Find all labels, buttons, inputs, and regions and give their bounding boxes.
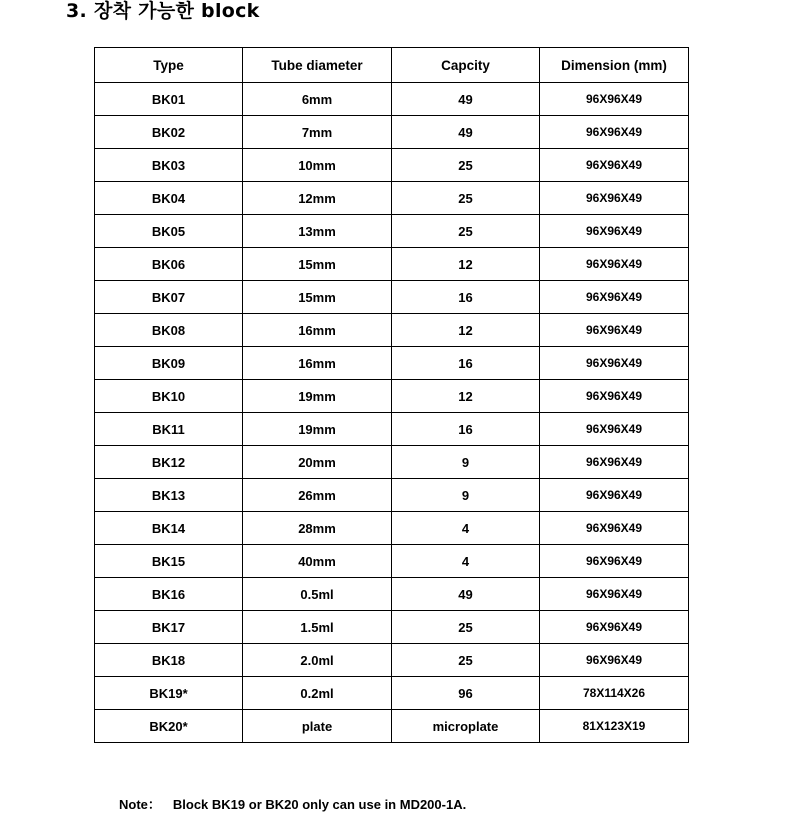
cell-capacity: 25	[392, 611, 540, 644]
cell-capacity: 49	[392, 116, 540, 149]
table-row	[95, 677, 689, 710]
cell-dimension: 96X96X49	[540, 479, 689, 512]
cell-tube-diameter: 20mm	[243, 446, 392, 479]
table-header-row	[95, 48, 689, 83]
cell-tube-diameter: 0.5ml	[243, 578, 392, 611]
cell-capacity: microplate	[392, 710, 540, 743]
cell-capacity: 16	[392, 281, 540, 314]
block-spec-table	[94, 47, 689, 743]
cell-capacity: 25	[392, 215, 540, 248]
cell-dimension: 96X96X49	[540, 314, 689, 347]
header-capacity: Capcity	[392, 48, 540, 83]
cell-dimension: 96X96X49	[540, 347, 689, 380]
cell-type: BK19*	[95, 677, 243, 710]
cell-capacity: 96	[392, 677, 540, 710]
cell-tube-diameter: 6mm	[243, 83, 392, 116]
cell-capacity: 12	[392, 248, 540, 281]
table-body	[95, 83, 689, 743]
cell-dimension: 96X96X49	[540, 149, 689, 182]
cell-tube-diameter: 12mm	[243, 182, 392, 215]
cell-type: BK07	[95, 281, 243, 314]
table-row	[95, 83, 689, 116]
table-row	[95, 413, 689, 446]
table-row	[95, 347, 689, 380]
cell-capacity: 4	[392, 512, 540, 545]
cell-type: BK15	[95, 545, 243, 578]
cell-type: BK11	[95, 413, 243, 446]
cell-tube-diameter: 1.5ml	[243, 611, 392, 644]
cell-type: BK13	[95, 479, 243, 512]
table-row	[95, 182, 689, 215]
header-tube-diameter: Tube diameter	[243, 48, 392, 83]
cell-capacity: 12	[392, 314, 540, 347]
table-row	[95, 644, 689, 677]
table-row	[95, 380, 689, 413]
table-row	[95, 578, 689, 611]
cell-type: BK08	[95, 314, 243, 347]
header-dimension: Dimension (mm)	[540, 48, 689, 83]
table-row	[95, 215, 689, 248]
cell-tube-diameter: 15mm	[243, 281, 392, 314]
cell-tube-diameter: 19mm	[243, 413, 392, 446]
cell-type: BK09	[95, 347, 243, 380]
cell-tube-diameter: 2.0ml	[243, 644, 392, 677]
cell-dimension: 96X96X49	[540, 281, 689, 314]
cell-tube-diameter: 19mm	[243, 380, 392, 413]
cell-type: BK04	[95, 182, 243, 215]
cell-tube-diameter: 13mm	[243, 215, 392, 248]
header-type: Type	[95, 48, 243, 83]
cell-type: BK16	[95, 578, 243, 611]
cell-tube-diameter: 16mm	[243, 314, 392, 347]
table-row	[95, 314, 689, 347]
table-row	[95, 512, 689, 545]
cell-dimension: 96X96X49	[540, 578, 689, 611]
cell-type: BK18	[95, 644, 243, 677]
cell-type: BK02	[95, 116, 243, 149]
cell-type: BK03	[95, 149, 243, 182]
note	[119, 794, 466, 813]
table-row	[95, 116, 689, 149]
cell-tube-diameter: 26mm	[243, 479, 392, 512]
cell-dimension: 96X96X49	[540, 545, 689, 578]
cell-type: BK12	[95, 446, 243, 479]
cell-dimension: 96X96X49	[540, 182, 689, 215]
cell-capacity: 49	[392, 83, 540, 116]
cell-tube-diameter: 16mm	[243, 347, 392, 380]
cell-capacity: 25	[392, 644, 540, 677]
cell-tube-diameter: 40mm	[243, 545, 392, 578]
cell-type: BK17	[95, 611, 243, 644]
cell-type: BK10	[95, 380, 243, 413]
cell-dimension: 78X114X26	[540, 677, 689, 710]
table-row	[95, 479, 689, 512]
cell-tube-diameter: 15mm	[243, 248, 392, 281]
cell-capacity: 12	[392, 380, 540, 413]
cell-dimension: 96X96X49	[540, 83, 689, 116]
cell-tube-diameter: 0.2ml	[243, 677, 392, 710]
cell-dimension: 96X96X49	[540, 644, 689, 677]
table-row	[95, 446, 689, 479]
cell-type: BK01	[95, 83, 243, 116]
table-row	[95, 248, 689, 281]
cell-dimension: 96X96X49	[540, 215, 689, 248]
table-row	[95, 545, 689, 578]
cell-dimension: 96X96X49	[540, 413, 689, 446]
cell-tube-diameter: 10mm	[243, 149, 392, 182]
table-row	[95, 710, 689, 743]
cell-capacity: 49	[392, 578, 540, 611]
cell-type: BK05	[95, 215, 243, 248]
cell-dimension: 96X96X49	[540, 446, 689, 479]
cell-capacity: 9	[392, 446, 540, 479]
table-row	[95, 149, 689, 182]
cell-dimension: 81X123X19	[540, 710, 689, 743]
cell-type: BK06	[95, 248, 243, 281]
table-row	[95, 611, 689, 644]
cell-capacity: 4	[392, 545, 540, 578]
cell-tube-diameter: 7mm	[243, 116, 392, 149]
cell-dimension: 96X96X49	[540, 611, 689, 644]
cell-dimension: 96X96X49	[540, 380, 689, 413]
cell-capacity: 25	[392, 182, 540, 215]
cell-type: BK14	[95, 512, 243, 545]
cell-dimension: 96X96X49	[540, 248, 689, 281]
note-text: Block BK19 or BK20 only can use in MD200-1A.	[172, 797, 467, 812]
table-row	[95, 281, 689, 314]
cell-capacity: 16	[392, 347, 540, 380]
cell-capacity: 25	[392, 149, 540, 182]
cell-dimension: 96X96X49	[540, 116, 689, 149]
cell-tube-diameter: plate	[243, 710, 392, 743]
cell-capacity: 16	[392, 413, 540, 446]
cell-tube-diameter: 28mm	[243, 512, 392, 545]
note-label: Note：	[119, 797, 161, 812]
cell-type: BK20*	[95, 710, 243, 743]
cell-capacity: 9	[392, 479, 540, 512]
cell-dimension: 96X96X49	[540, 512, 689, 545]
section-heading: 3. 장착 가능한 block	[66, 0, 260, 22]
